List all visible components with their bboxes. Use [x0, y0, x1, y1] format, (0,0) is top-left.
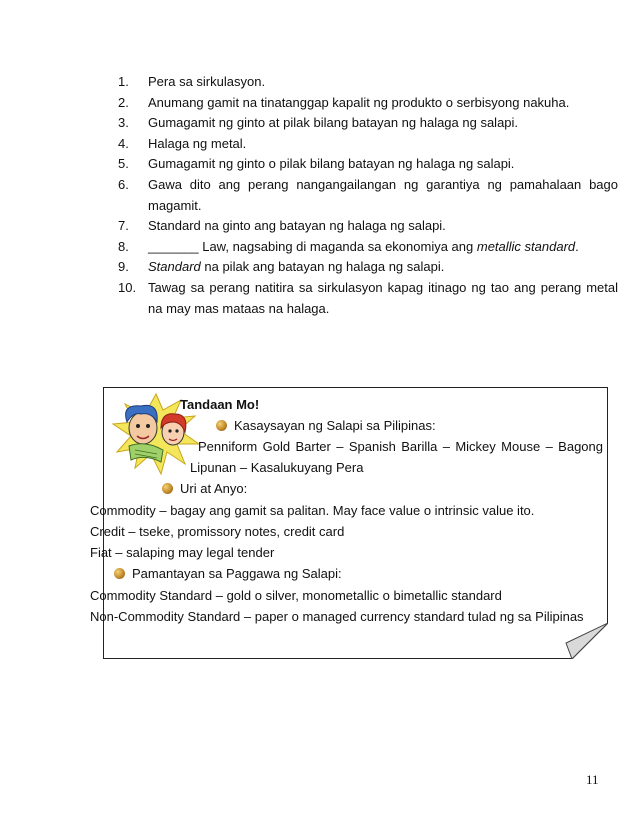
list-item — [118, 93, 618, 114]
list-item — [118, 134, 618, 155]
history-heading-row — [216, 415, 436, 437]
history-line-2: Lipunan – Kasalukuyang Pera — [190, 460, 364, 475]
list-item — [118, 113, 618, 134]
noncommodity-standard-line: Non-Commodity Standard – paper o managed currency standard tulad ng sa Pilipinas — [90, 609, 584, 624]
standards-heading: Pamantayan sa Paggawa ng Salapi: — [132, 566, 342, 581]
tandaan-box — [90, 387, 608, 659]
item-number: 8. — [118, 238, 129, 254]
item-number: 4. — [118, 135, 129, 151]
page-number: 11 — [586, 772, 599, 787]
credit-line: Credit – tseke, promissory notes, credit card — [90, 524, 345, 539]
item-text: Anumang gamit na tinatanggap kapalit ng produkto o serbisyong nakuha. — [148, 94, 570, 110]
item-number: 9. — [118, 259, 129, 275]
list-item — [118, 154, 618, 175]
item-emphasis: Standard — [148, 259, 201, 275]
item-text: Gawa dito ang perang nangangailangan ng garantiya ng pamahalaan bago magamit. — [148, 176, 618, 213]
item-number: 10. — [118, 279, 137, 295]
coin-bullet-icon — [216, 420, 227, 431]
types-heading-row — [162, 478, 247, 500]
item-text: Gumagamit ng ginto at pilak bilang batayan ng halaga ng salapi. — [148, 115, 519, 131]
standards-heading-row — [114, 563, 342, 585]
commodity-line: Commodity – bagay ang gamit sa palitan. May face value o intrinsic value ito. — [90, 503, 535, 518]
item-number: 5. — [118, 156, 129, 172]
item-number: 6. — [118, 176, 129, 192]
list-item — [118, 278, 618, 319]
item-number: 7. — [118, 218, 129, 234]
history-heading: Kasaysayan ng Salapi sa Pilipinas: — [234, 418, 436, 433]
item-number: 3. — [118, 115, 129, 131]
list-item — [118, 237, 618, 258]
item-number: 2. — [118, 94, 129, 110]
item-text: Standard na ginto ang batayan ng halaga ng salapi. — [148, 218, 446, 234]
item-text-end: . — [575, 238, 579, 254]
list-item — [118, 175, 618, 216]
list-item — [118, 257, 618, 278]
types-heading: Uri at Anyo: — [180, 481, 248, 496]
fiat-line: Fiat – salaping may legal tender — [90, 545, 275, 560]
item-text: _______ Law, nagsabing di maganda sa ekonomiya ang — [148, 238, 477, 254]
item-emphasis: metallic standard — [476, 238, 576, 254]
page-curl-icon — [562, 623, 608, 659]
history-line-1: Penniform Gold Barter – Spanish Barilla – Mickey Mouse – Bagong — [198, 439, 603, 454]
box-title: Tandaan Mo! — [180, 397, 260, 412]
commodity-standard-line: Commodity Standard – gold o silver, monometallic o bimetallic standard — [90, 588, 502, 603]
coin-bullet-icon — [162, 483, 173, 494]
list-item — [118, 216, 618, 237]
coin-bullet-icon — [114, 568, 125, 579]
item-text: Pera sa sirkulasyon. — [148, 74, 266, 89]
item-number: 1. — [118, 74, 129, 89]
item-text: na pilak ang batayan ng halaga ng salapi. — [200, 259, 445, 275]
question-list — [118, 72, 618, 319]
item-text: Gumagamit ng ginto o pilak bilang batayan ng halaga ng salapi. — [148, 156, 515, 172]
item-text: Tawag sa perang natitira sa sirkulasyon kapag itinago ng tao ang perang metal na may mas mataas na halaga. — [148, 279, 618, 316]
item-text: Halaga ng metal. — [148, 135, 247, 151]
list-item — [118, 72, 618, 93]
